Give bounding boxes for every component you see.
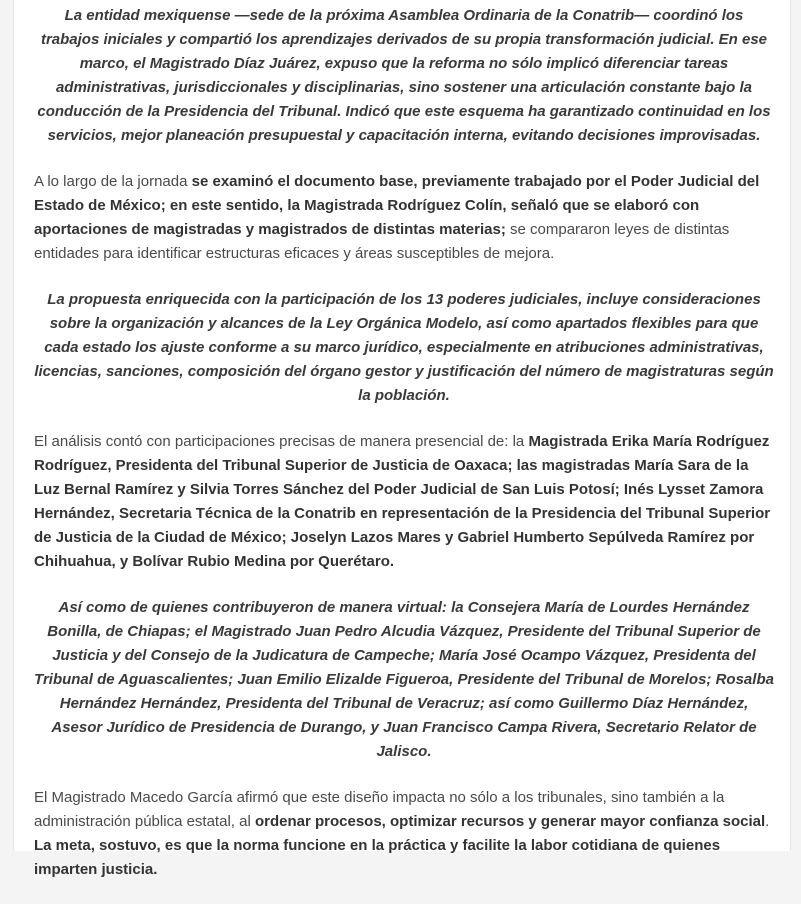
bold-run: Magistrada Erika María Rodríguez Rodríguez, Presidenta del Tribunal Superior de Justicia de Oaxaca; las magistradas María Sara de la Luz Bernal Ramírez y Silvia Torres Sánchez del Poder Judicial de San Luis Potosí; Inés Lysset Zamora Hernández, Secretaria Técnica de la Conatrib en representación de la Presidencia del Tribunal Superior de Justicia de la Ciudad de México; Joselyn Lazos Mares y Gabriel Humberto Sepúlveda Ramírez por Chihuahua, y Bolívar Rubio Medina por Querétaro. [34, 433, 771, 570]
text-run: El análisis contó con participaciones precisas de manera presencial de: la [34, 433, 529, 450]
paragraph-participaciones-virtuales: Así como de quienes contribuyeron de manera virtual: la Consejera María de Lourdes Hernández Bonilla, de Chiapas; el Magistrado Juan Pedro Alcudia Vázquez, Presidente del Tribunal Superior de Justicia y del Consejo de la Judicatura de Campeche; María José Ocampo Vázquez, Presidenta del Tribunal de Aguascalientes; Juan Emilio Elizalde Figueroa, Presidente del Tribunal de Morelos; Rosalba Hernández Hernández, Presidenta del Tribunal de Veracruz; así como Guillermo Díaz Hernández, Asesor Jurídico de Presidencia de Durango, y Juan Francisco Campa Rivera, Secretario Relator de Jalisco. [34, 599, 774, 760]
paragraph-participaciones-presenciales [34, 430, 774, 574]
text-run: se compararon leyes de distintas entidades para identificar estructuras eficaces y áreas susceptibles de mejora. [34, 221, 730, 262]
bold-run: se examinó el documento base, previamente trabajado por el Poder Judicial del Estado de México; en este sentido, la Magistrada Rodríguez Colín, señaló que se elaboró con aportaciones de magistradas y magistrados de distintas materias; [34, 173, 760, 238]
paragraph-macedo-garcia [34, 786, 774, 882]
text-run: . [765, 813, 770, 830]
paragraph-propuesta: La propuesta enriquecida con la participación de los 13 poderes judiciales, incluye consideraciones sobre la organización y alcances de la Ley Orgánica Modelo, así como apartados flexibles para que cada estado los ajuste conforme a su marco jurídico, especialmente en atribuciones administrativas, licencias, sanciones, composición del órgano gestor y justificación del número de magistraturas según la población. [34, 291, 774, 404]
text-run: A lo largo de la jornada [34, 173, 192, 190]
bold-run: ordenar procesos, optimizar recursos y generar mayor confianza social [254, 813, 766, 830]
bold-run: La meta, sostuvo, es que la norma funcione en la práctica y facilite la labor cotidiana de quienes imparten justicia. [34, 837, 721, 878]
article-body [34, 4, 774, 904]
paragraph-jornada [34, 170, 774, 266]
page-container [13, 0, 791, 878]
paragraph-sede-conatrib: La entidad mexiquense —sede de la próxima Asamblea Ordinaria de la Conatrib— coordinó los trabajos iniciales y compartió los aprendizajes derivados de su propia transformación judicial. En ese marco, el Magistrado Díaz Juárez, expuso que la reforma no sólo implicó diferenciar tareas administrativas, jurisdiccionales y disciplinarias, sino sostener una articulación constante bajo la conducción de la Presidencia del Tribunal. Indicó que este esquema ha garantizado continuidad en los servicios, mejor planeación presupuestal y capacitación interna, evitando decisiones improvisadas. [37, 7, 771, 144]
text-run: El Magistrado Macedo García afirmó que este diseño impacta no sólo a los tribunales, sino también a la administración pública estatal, al [34, 789, 725, 830]
